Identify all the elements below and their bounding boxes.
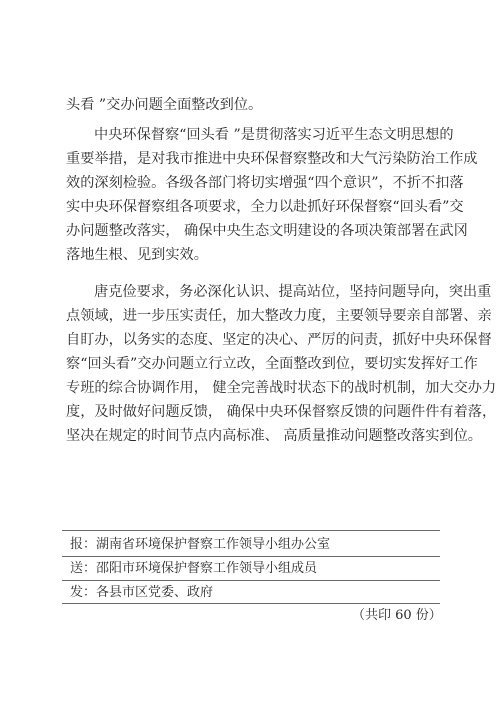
distribution-rule-1 bbox=[62, 556, 440, 557]
paragraph-3-line-5: 专班的综合协调作用， 健全完善战时状态下的战时机制，加大交办力 bbox=[66, 380, 497, 396]
distribution-rule-2 bbox=[62, 580, 440, 581]
paragraph-2-line-1: 中央环保督察“回头看 ”是贯彻落实习近平生态文明思想的 bbox=[94, 127, 454, 143]
send-to-line: 送：邵阳市环境保护督察工作领导小组成员 bbox=[70, 561, 318, 576]
copies-count: （共印 60 份） bbox=[352, 608, 442, 623]
paragraph-3-line-2: 点领域，进一步压实责任，加大整改力度，主要领导要亲自部署、亲 bbox=[66, 308, 492, 324]
distribution-bottom-rule bbox=[62, 603, 440, 604]
issue-to-line: 发：各县市区党委、政府 bbox=[70, 585, 214, 600]
paragraph-3-line-4: 察“回头看”交办问题立行立改，全面整改到位，要切实发挥好工作 bbox=[66, 356, 478, 372]
paragraph-1-line-1: 头看 ”交办问题全面整改到位。 bbox=[66, 97, 263, 113]
paragraph-3-line-6: 度，及时做好问题反馈， 确保中央环保督察反馈的问题件件有着落， bbox=[66, 404, 497, 420]
paragraph-2-line-4: 实中央环保督察组各项要求，全力以赴抓好环保督察“回头看”交 bbox=[66, 199, 464, 215]
paragraph-3-line-7: 坚决在规定的时间节点内高标准、 高质量推动问题整改落实到位。 bbox=[66, 428, 482, 444]
paragraph-2-line-3: 效的深刻检验。各级各部门将切实增强“四个意识”，不折不扣落 bbox=[66, 175, 464, 191]
paragraph-2-line-6: 落地生根、见到实效。 bbox=[66, 247, 208, 263]
paragraph-3-line-1: 唐克俭要求，务必深化认识、提高站位，坚持问题导向，突出重 bbox=[94, 284, 492, 300]
paragraph-2-line-2: 重要举措，是对我市推进中央环保督察整改和大气污染防治工作成 bbox=[66, 151, 478, 167]
paragraph-3-line-3: 自盯办，以务实的态度、坚定的决心、严厉的问责，抓好中央环保督 bbox=[66, 332, 492, 348]
distribution-top-rule bbox=[62, 530, 440, 531]
report-to-line: 报：湖南省环境保护督察工作领导小组办公室 bbox=[70, 537, 331, 552]
paragraph-2-line-5: 办问题整改落实， 确保中央生态文明建设的各项决策部署在武冈 bbox=[66, 223, 468, 239]
